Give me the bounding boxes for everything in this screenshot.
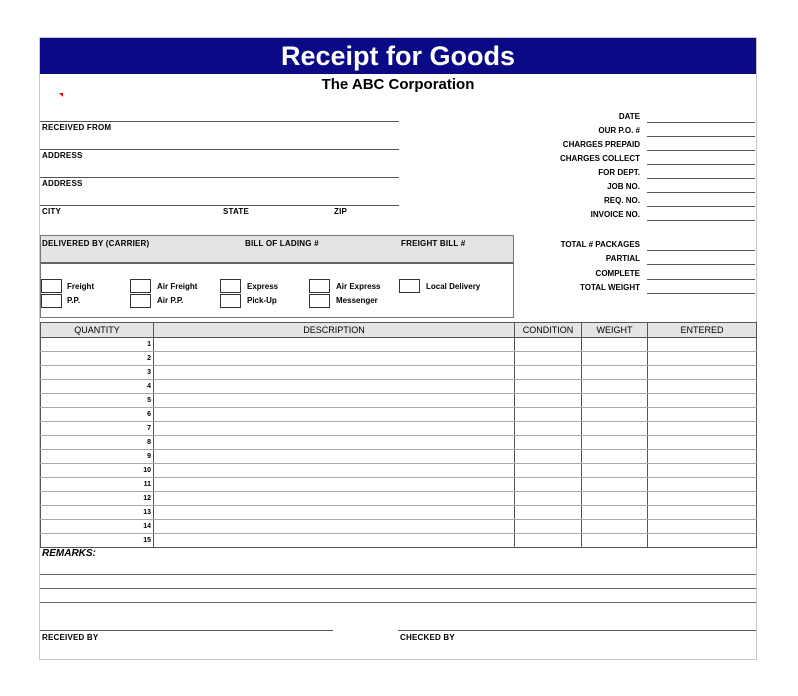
row-number-cell[interactable]: 4 [41, 380, 154, 394]
entered-cell[interactable] [648, 338, 757, 352]
req-no-label: REQ. NO. [603, 196, 640, 205]
table-row [41, 422, 757, 436]
express-label: Express [247, 282, 279, 291]
table-row [41, 464, 757, 478]
row-number-cell[interactable]: 15 [41, 534, 154, 548]
messenger-checkbox[interactable] [309, 294, 330, 308]
total-weight-label: TOTAL WEIGHT [580, 283, 640, 292]
remarks-line-1[interactable] [40, 574, 756, 575]
weight-cell[interactable] [582, 506, 648, 520]
row-number-cell[interactable]: 8 [41, 436, 154, 450]
weight-cell[interactable] [582, 394, 648, 408]
date-line[interactable] [647, 122, 755, 123]
partial-label: PARTIAL [605, 254, 640, 263]
description-cell[interactable] [154, 464, 515, 478]
description-cell[interactable] [154, 436, 515, 450]
table-row [41, 534, 757, 548]
freight-label: Freight [67, 282, 95, 291]
condition-cell[interactable] [515, 478, 582, 492]
received-by-line[interactable] [40, 630, 333, 631]
weight-cell[interactable] [582, 338, 648, 352]
entered-cell[interactable] [648, 520, 757, 534]
city-label: CITY [42, 207, 62, 216]
received-from-label: RECEIVED FROM [42, 123, 112, 132]
messenger-label: Messenger [336, 296, 378, 305]
description-cell[interactable] [154, 394, 515, 408]
table-row [41, 520, 757, 534]
complete-line[interactable] [647, 279, 755, 280]
charges-collect-line[interactable] [647, 164, 755, 165]
table-row [41, 450, 757, 464]
weight-cell[interactable] [582, 534, 648, 548]
entered-cell[interactable] [648, 394, 757, 408]
description-cell[interactable] [154, 478, 515, 492]
entered-header: ENTERED [648, 323, 757, 338]
partial-line[interactable] [647, 264, 755, 265]
quantity-header: QUANTITY [41, 323, 154, 338]
condition-cell[interactable] [515, 408, 582, 422]
weight-cell[interactable] [582, 492, 648, 506]
condition-cell[interactable] [515, 464, 582, 478]
condition-cell[interactable] [515, 436, 582, 450]
weight-cell[interactable] [582, 380, 648, 394]
remarks-label: REMARKS: [42, 548, 96, 559]
comment-marker [59, 93, 63, 97]
condition-cell[interactable] [515, 394, 582, 408]
table-row [41, 380, 757, 394]
for-dept-line[interactable] [647, 178, 755, 179]
remarks-line-3[interactable] [40, 602, 756, 603]
weight-header: WEIGHT [582, 323, 648, 338]
table-row [41, 366, 757, 380]
weight-cell[interactable] [582, 436, 648, 450]
delivered-by-label: DELIVERED BY (CARRIER) [42, 239, 150, 248]
description-cell[interactable] [154, 520, 515, 534]
req-no-line[interactable] [647, 206, 755, 207]
weight-cell[interactable] [582, 352, 648, 366]
table-row [41, 492, 757, 506]
remarks-line-2[interactable] [40, 588, 756, 589]
job-no-line[interactable] [647, 192, 755, 193]
description-cell[interactable] [154, 492, 515, 506]
description-cell[interactable] [154, 366, 515, 380]
pp-checkbox[interactable] [41, 294, 62, 308]
address2-label: ADDRESS [42, 179, 83, 188]
entered-cell[interactable] [648, 408, 757, 422]
row-number-cell[interactable]: 12 [41, 492, 154, 506]
description-cell[interactable] [154, 408, 515, 422]
weight-cell[interactable] [582, 464, 648, 478]
table-row [41, 352, 757, 366]
description-cell[interactable] [154, 422, 515, 436]
checked-by-line[interactable] [398, 630, 756, 631]
description-cell[interactable] [154, 534, 515, 548]
address1-line[interactable] [40, 149, 399, 150]
state-label: STATE [223, 207, 250, 216]
received-from-line[interactable] [40, 121, 399, 122]
condition-cell[interactable] [515, 338, 582, 352]
received-by-label: RECEIVED BY [42, 633, 99, 642]
weight-cell[interactable] [582, 422, 648, 436]
job-no-label: JOB NO. [607, 182, 640, 191]
condition-cell[interactable] [515, 492, 582, 506]
description-cell[interactable] [154, 380, 515, 394]
table-row [41, 436, 757, 450]
freight-checkbox[interactable] [41, 279, 62, 293]
entered-cell[interactable] [648, 464, 757, 478]
row-number-cell[interactable]: 11 [41, 478, 154, 492]
description-cell[interactable] [154, 338, 515, 352]
air-pp-label: Air P.P. [157, 296, 184, 305]
express-checkbox[interactable] [220, 279, 241, 293]
po-line[interactable] [647, 136, 755, 137]
entered-cell[interactable] [648, 534, 757, 548]
company-name: The ABC Corporation [321, 76, 475, 93]
invoice-no-label: INVOICE NO. [590, 210, 640, 219]
table-body [41, 338, 757, 548]
description-cell[interactable] [154, 450, 515, 464]
weight-cell[interactable] [582, 408, 648, 422]
freight-bill-label: FREIGHT BILL # [401, 239, 466, 248]
table-row [41, 394, 757, 408]
weight-cell[interactable] [582, 520, 648, 534]
air-express-checkbox[interactable] [309, 279, 330, 293]
condition-cell[interactable] [515, 534, 582, 548]
total-weight-line[interactable] [647, 293, 755, 294]
charges-prepaid-label: CHARGES PREPAID [562, 140, 640, 149]
air-express-label: Air Express [336, 282, 381, 291]
table-row [41, 506, 757, 520]
condition-cell[interactable] [515, 366, 582, 380]
local-delivery-label: Local Delivery [426, 282, 481, 291]
charges-prepaid-line[interactable] [647, 150, 755, 151]
total-packages-line[interactable] [647, 250, 755, 251]
charges-collect-label: CHARGES COLLECT [560, 154, 640, 163]
condition-cell[interactable] [515, 450, 582, 464]
row-number-cell[interactable]: 5 [41, 394, 154, 408]
air-freight-label: Air Freight [157, 282, 198, 291]
condition-cell[interactable] [515, 506, 582, 520]
total-packages-label: TOTAL # PACKAGES [560, 240, 640, 249]
row-number-cell[interactable]: 13 [41, 506, 154, 520]
zip-label: ZIP [334, 207, 348, 216]
row-number-cell[interactable]: 3 [41, 366, 154, 380]
entered-cell[interactable] [648, 380, 757, 394]
entered-cell[interactable] [648, 506, 757, 520]
air-freight-checkbox[interactable] [130, 279, 151, 293]
row-number-cell[interactable]: 7 [41, 422, 154, 436]
for-dept-label: FOR DEPT. [598, 168, 640, 177]
pick-up-label: Pick-Up [247, 296, 277, 305]
condition-cell[interactable] [515, 422, 582, 436]
description-header: DESCRIPTION [154, 323, 515, 338]
condition-cell[interactable] [515, 520, 582, 534]
table-row [41, 478, 757, 492]
address1-label: ADDRESS [42, 151, 83, 160]
po-label: OUR P.O. # [598, 126, 640, 135]
complete-label: COMPLETE [595, 269, 640, 278]
pick-up-checkbox[interactable] [220, 294, 241, 308]
table-header-row [41, 323, 757, 338]
address2-line[interactable] [40, 177, 399, 178]
entered-cell[interactable] [648, 478, 757, 492]
entered-cell[interactable] [648, 422, 757, 436]
description-cell[interactable] [154, 506, 515, 520]
form-title: Receipt for Goods [40, 38, 756, 74]
weight-cell[interactable] [582, 366, 648, 380]
row-number-cell[interactable]: 14 [41, 520, 154, 534]
air-pp-checkbox[interactable] [130, 294, 151, 308]
row-number-cell[interactable]: 2 [41, 352, 154, 366]
weight-cell[interactable] [582, 478, 648, 492]
row-number-cell[interactable]: 1 [41, 338, 154, 352]
table-row [41, 338, 757, 352]
condition-cell[interactable] [515, 352, 582, 366]
checked-by-label: CHECKED BY [400, 633, 455, 642]
city-line[interactable] [40, 205, 399, 206]
description-cell[interactable] [154, 352, 515, 366]
invoice-no-line[interactable] [647, 220, 755, 221]
entered-cell[interactable] [648, 436, 757, 450]
entered-cell[interactable] [648, 366, 757, 380]
condition-cell[interactable] [515, 380, 582, 394]
local-delivery-checkbox[interactable] [399, 279, 420, 293]
date-label: DATE [618, 112, 640, 121]
pp-label: P.P. [67, 296, 81, 305]
condition-header: CONDITION [515, 323, 582, 338]
row-number-cell[interactable]: 6 [41, 408, 154, 422]
weight-cell[interactable] [582, 450, 648, 464]
entered-cell[interactable] [648, 450, 757, 464]
items-table [40, 322, 757, 548]
entered-cell[interactable] [648, 492, 757, 506]
entered-cell[interactable] [648, 352, 757, 366]
row-number-cell[interactable]: 10 [41, 464, 154, 478]
row-number-cell[interactable]: 9 [41, 450, 154, 464]
bill-of-lading-label: BILL OF LADING # [245, 239, 319, 248]
table-row [41, 408, 757, 422]
